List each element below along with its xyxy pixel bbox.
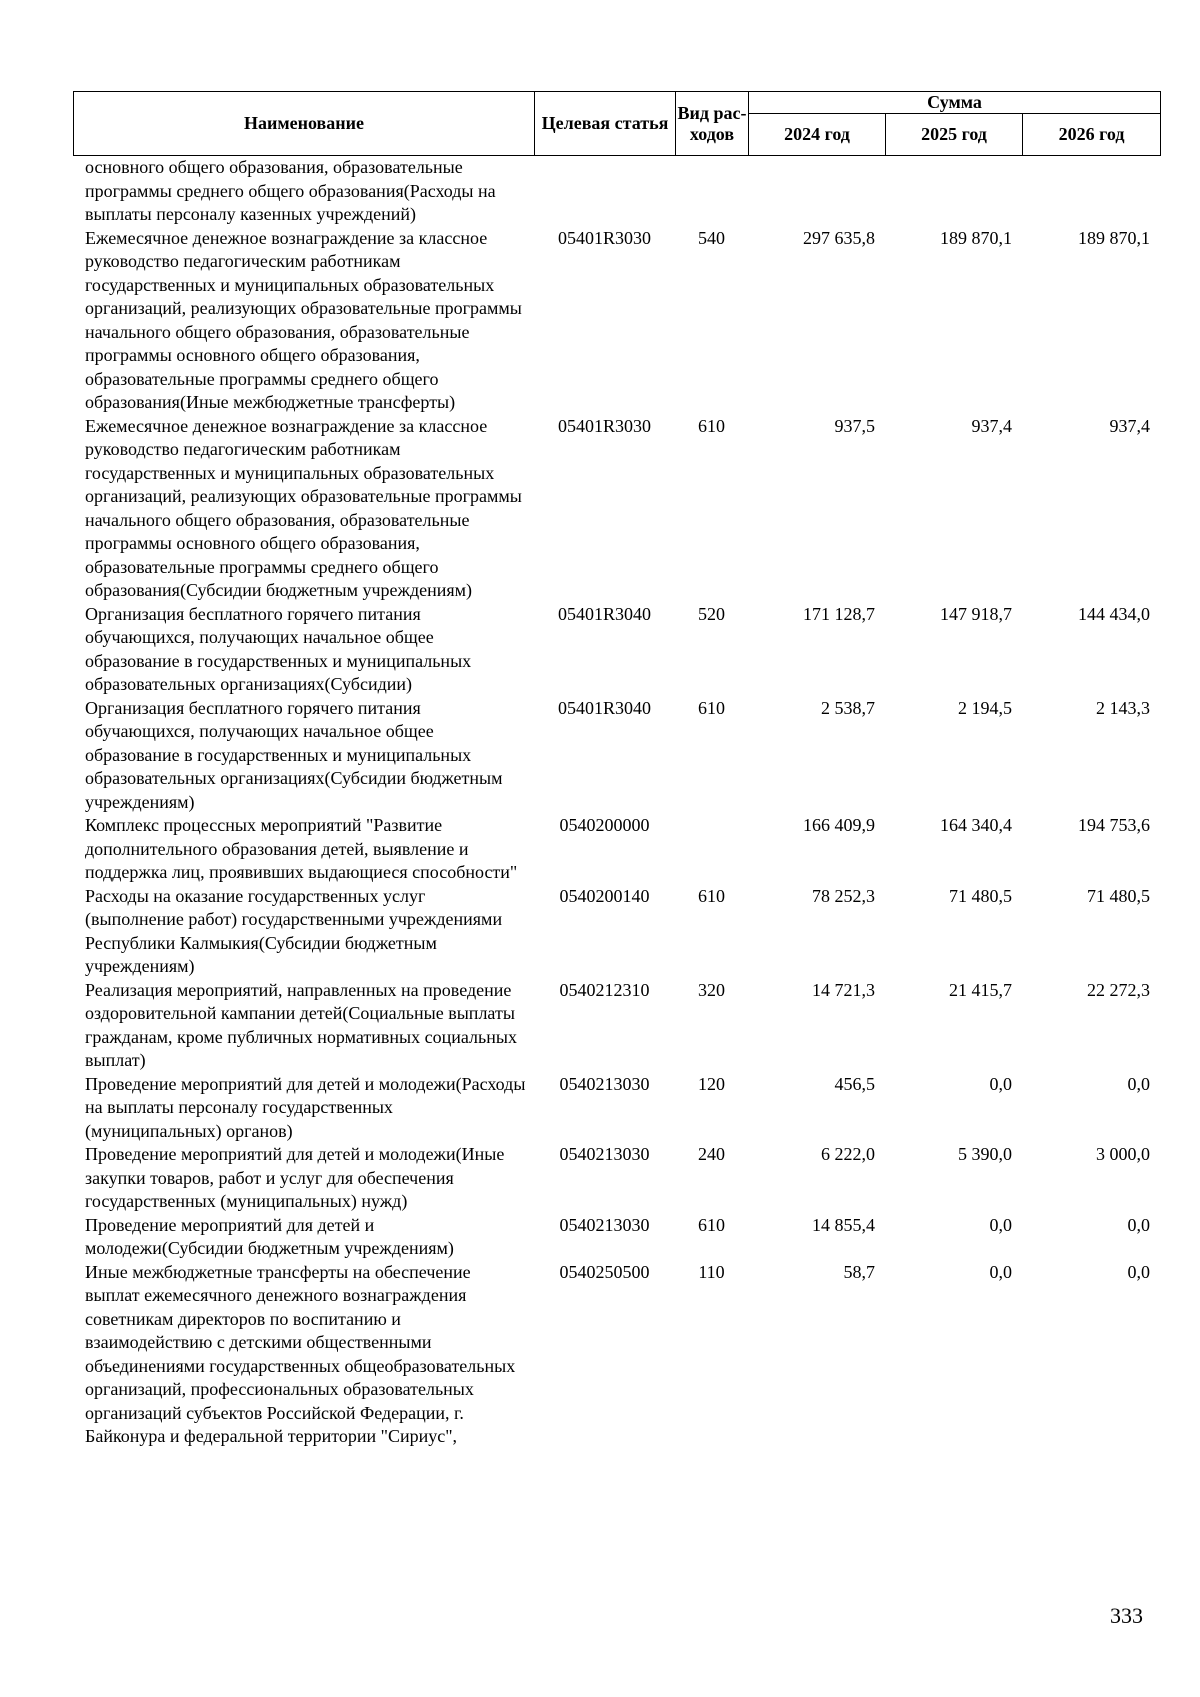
row-vid: 320 [698, 979, 725, 1000]
row-code: 0540212310 [559, 979, 650, 1000]
row-value-2024 [748, 156, 885, 227]
row-code: 0540250500 [559, 1261, 650, 1282]
row-code: 0540200140 [559, 885, 650, 906]
row-vid: 540 [698, 227, 725, 248]
row-value-2025: 164 340,4 [940, 815, 1012, 835]
row-value-2025: 21 415,7 [949, 979, 1012, 1000]
row-value-2024: 78 252,3 [812, 885, 875, 906]
row-value-2024: 6 222,0 [821, 1144, 875, 1164]
row-value-2026: 3 000,0 [1096, 1144, 1150, 1164]
row-value-2024: 297 635,8 [803, 227, 875, 248]
row-name: Проведение мероприятий для детей и молодежи(Расходы на выплаты персоналу государственных (муниципальных) органов) [85, 1073, 526, 1141]
table-row [73, 1143, 1160, 1214]
row-value-2025: 147 918,7 [940, 603, 1012, 624]
row-vid: 610 [698, 1214, 725, 1235]
row-value-2026: 194 753,6 [1078, 815, 1150, 835]
header-2025: 2025 год [886, 114, 1023, 156]
row-name: Организация бесплатного горячего питания обучающихся, получающих начальное общее образование в государственных и муниципальных образовательных организациях(Субсидии бюджетным учреждениям) [85, 697, 503, 812]
row-value-2024: 58,7 [843, 1261, 875, 1282]
row-code: 05401R3030 [557, 415, 651, 436]
row-value-2025: 0,0 [989, 1073, 1012, 1094]
row-name: Ежемесячное денежное вознаграждение за классное руководство педагогическим работникам государственных и муниципальных образовательных организаций, реализующих образовательные программы начального общего образования, образовательные программы основного общего образования, образовательные программы среднего общего образования(Субсидии бюджетным учреждениям) [85, 415, 522, 600]
row-value-2024: 14 721,3 [812, 979, 875, 1000]
table-row [73, 156, 1160, 227]
header-2024: 2024 год [749, 114, 886, 156]
header-vid: Вид рас-ходов [676, 92, 749, 156]
row-name: Иные межбюджетные трансферты на обеспечение выплат ежемесячного денежного вознаграждения советникам директоров по воспитанию и взаимодействию с детскими общественными объединениями государственных общеобразовательных организаций, профессиональных образовательных организаций субъектов Российской Федерации, г. Байконура и федеральной территории "Сириус", [85, 1261, 516, 1446]
table-header [73, 91, 1161, 156]
row-vid: 610 [698, 697, 725, 718]
header-name: Наименование [74, 92, 535, 156]
row-value-2024: 456,5 [834, 1073, 875, 1094]
table-row [73, 697, 1160, 815]
row-value-2026: 937,4 [1109, 415, 1150, 436]
row-value-2026: 22 272,3 [1087, 979, 1150, 1000]
row-code: 05401R3040 [557, 603, 651, 624]
row-vid: 610 [698, 415, 725, 436]
row-value-2024: 14 855,4 [812, 1214, 875, 1235]
row-value-2025: 2 194,5 [958, 697, 1012, 718]
row-value-2026: 0,0 [1127, 1073, 1150, 1094]
row-value-2024: 937,5 [834, 415, 875, 436]
row-value-2024: 171 128,7 [803, 603, 875, 624]
row-name: основного общего образования, образовательные программы среднего общего образования(Расходы на выплаты персоналу казенных учреждений) [85, 157, 496, 224]
row-value-2025 [885, 156, 1022, 227]
table-row [73, 979, 1160, 1073]
row-value-2026: 0,0 [1127, 1214, 1150, 1235]
row-code: 0540213030 [559, 1073, 650, 1094]
row-vid: 520 [698, 603, 725, 624]
header-summa: Сумма [749, 92, 1161, 114]
table-row [73, 415, 1160, 603]
table-row [73, 603, 1160, 697]
budget-table-page [73, 91, 1160, 1449]
row-vid [675, 156, 748, 227]
row-name: Ежемесячное денежное вознаграждение за классное руководство педагогическим работникам государственных и муниципальных образовательных организаций, реализующих образовательные программы начального общего образования, образовательные программы основного общего образования, образовательные программы среднего общего образования(Иные межбюджетные трансферты) [85, 227, 522, 412]
row-name: Расходы на оказание государственных услуг (выполнение работ) государственными учреждениями Республики Калмыкия(Субсидии бюджетным учреждениям) [85, 885, 503, 976]
table-row [73, 885, 1160, 979]
table-row [73, 227, 1160, 415]
row-value-2025: 71 480,5 [949, 885, 1012, 906]
table-body [73, 156, 1160, 1449]
row-vid: 120 [698, 1073, 725, 1094]
row-code: 0540213030 [559, 1144, 650, 1164]
page-number: 333 [1110, 1603, 1143, 1628]
row-name: Комплекс процессных мероприятий "Развитие дополнительного образования детей, выявление и поддержка лиц, проявивших выдающиеся способности" [85, 815, 518, 882]
row-value-2025: 937,4 [971, 415, 1012, 436]
row-code: 05401R3030 [557, 227, 651, 248]
table-row [73, 1073, 1160, 1144]
row-value-2025: 0,0 [989, 1214, 1012, 1235]
row-vid: 240 [698, 1144, 725, 1164]
row-code [534, 156, 675, 227]
row-name: Проведение мероприятий для детей и молодежи(Субсидии бюджетным учреждениям) [85, 1214, 454, 1258]
row-code: 0540213030 [559, 1214, 650, 1235]
row-value-2026 [1022, 156, 1160, 227]
row-value-2026: 144 434,0 [1078, 603, 1150, 624]
row-value-2025: 5 390,0 [958, 1144, 1012, 1164]
row-value-2025: 189 870,1 [940, 227, 1012, 248]
row-vid [675, 814, 748, 885]
header-code: Целевая статья [535, 92, 676, 156]
row-vid: 110 [698, 1261, 725, 1282]
row-code: 05401R3040 [557, 697, 651, 718]
row-name: Организация бесплатного горячего питания обучающихся, получающих начальное общее образование в государственных и муниципальных образовательных организациях(Субсидии) [85, 603, 472, 694]
row-value-2024: 2 538,7 [821, 697, 875, 718]
row-value-2026: 2 143,3 [1096, 697, 1150, 718]
row-value-2024: 166 409,9 [803, 815, 875, 835]
row-code: 0540200000 [559, 815, 650, 835]
row-value-2026: 71 480,5 [1087, 885, 1150, 906]
row-name: Реализация мероприятий, направленных на проведение оздоровительной кампании детей(Социальные выплаты гражданам, кроме публичных нормативных социальных выплат) [85, 979, 517, 1070]
header-2026: 2026 год [1023, 114, 1161, 156]
table-row [73, 814, 1160, 885]
table-row [73, 1261, 1160, 1449]
row-value-2026: 189 870,1 [1078, 227, 1150, 248]
row-vid: 610 [698, 885, 725, 906]
row-value-2026: 0,0 [1127, 1261, 1150, 1282]
row-name: Проведение мероприятий для детей и молодежи(Иные закупки товаров, работ и услуг для обеспечения государственных (муниципальных) нужд) [85, 1144, 505, 1211]
table-row [73, 1214, 1160, 1261]
row-value-2025: 0,0 [989, 1261, 1012, 1282]
